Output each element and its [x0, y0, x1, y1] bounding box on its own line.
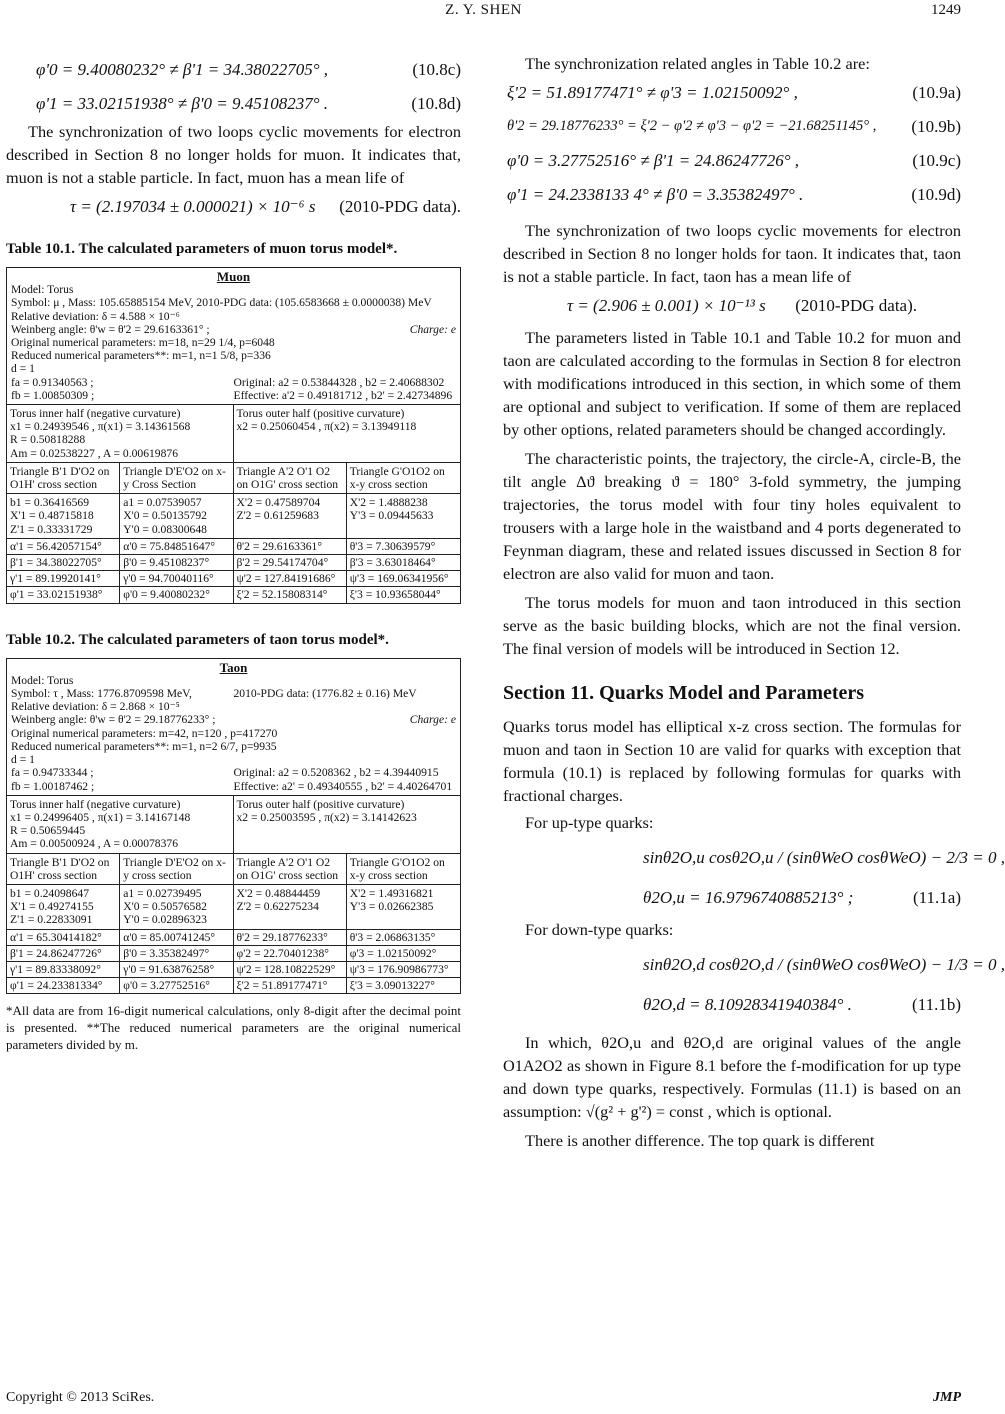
- table-footnote: *All data are from 16-digit numerical calculations, only 8-digit after the decimal point is presented. **The reduced numerical parameters are the original numerical parameters divided by m.: [6, 1003, 461, 1053]
- paragraph: The parameters listed in Table 10.1 and Table 10.2 for muon and taon are calculated according to the formulas in Section 8 for electron with modifications introduced in this section, in which some of them are optional and subject to verification. If some of them are replaced by other options, related parameters should be changed accordingly.: [503, 328, 961, 439]
- paragraph: Quarks torus model has elliptical x-z cross section. The formulas for muon and taon in Section 10 are valid for quarks with exception that formula (10.1) is replaced by following formulas for quarks with fractional charges.: [503, 717, 961, 805]
- running-title: Z. Y. SHEN: [445, 2, 522, 18]
- paragraph: The torus models for muon and taon introduced in this section serve as the basic building blocks, which are not the final version. The final version of models will be introduced in Section 12.: [503, 593, 961, 658]
- equation-up-ratio: sinθ2O,u cosθ2O,u / (sinθWeO cosθWeO) − 2/3 = 0 ,: [643, 848, 1005, 867]
- paragraph: In which, θ2O,u and θ2O,d are original values of the angle O1A2O2 as shown in Figure 8.1 before the f-modification for up type and down type quarks, respectively. Formulas (11.1) is based on an assumption: √(g² + g'²) = const , which is optional.: [503, 1033, 961, 1121]
- equation-10-9b: θ'2 = 29.18776233° = ξ'2 − φ'2 ≠ φ'3 − φ'2 = −21.68251145° , (10.9b): [507, 117, 961, 136]
- paragraph: The synchronization of two loops cyclic movements for electron described in Section 8 no longer holds for taon. It indicates that, taon is not a stable particle. In fact, taon has a mean life of: [503, 221, 961, 286]
- equation-11-1b: θ2O,d = 8.10928341940384° . (11.1b): [643, 995, 961, 1014]
- equation-11-1a: θ2O,u = 16.9796740885213° ; (11.1a): [643, 888, 961, 907]
- equation-10-9d: φ'1 = 24.2338133 4° ≠ β'0 = 3.35382497° . (10.9d): [507, 185, 961, 204]
- equation-10-9c: φ'0 = 3.27752516° ≠ β'1 = 24.86247726° , (10.9c): [507, 151, 961, 170]
- paragraph: The characteristic points, the trajectory, the circle-A, circle-B, the tilt angle Δϑ breaking ϑ = 180° 3-fold symmetry, the jumping trajectories, the torus model with four tiny holes equivalent to trousers with a large hole in the waistband and 4 ports degenerated to Feynman diagram, these and related issues discussed in Section 8 for electron are also valid for muon and taon.: [503, 449, 961, 583]
- right-column: [503, 52, 1005, 1152]
- copyright: Copyright © 2013 SciRes.: [6, 1390, 155, 1405]
- equation-10-8d: φ'1 = 33.02151938° ≠ β'0 = 9.45108237° . (10.8d): [36, 94, 461, 113]
- page-footer: [6, 1390, 961, 1406]
- left-column: [6, 52, 461, 1053]
- up-type-label: For up-type quarks:: [525, 813, 654, 832]
- equation-10-8c: φ'0 = 9.40080232° ≠ β'1 = 34.38022705° , (10.8c): [36, 60, 461, 79]
- equation-10-9a: ξ'2 = 51.89177471° ≠ φ'3 = 1.02150092° , (10.9a): [507, 83, 961, 102]
- section-title: Section 11. Quarks Model and Parameters: [503, 682, 865, 704]
- paragraph: There is another difference. The top quark is different: [525, 1131, 875, 1150]
- equation-taon-life: τ = (2.906 ± 0.001) × 10⁻¹³ s (2010-PDG data).: [567, 296, 917, 315]
- equation-down-ratio: sinθ2O,d cosθ2O,d / (sinθWeO cosθWeO) − 1/3 = 0 ,: [643, 955, 1005, 974]
- table-caption: Table 10.2. The calculated parameters of taon torus model*.: [6, 631, 389, 648]
- table-title: Taon: [219, 659, 248, 675]
- down-type-label: For down-type quarks:: [525, 920, 674, 939]
- page-header: [0, 0, 967, 26]
- taon-table: Taon Model: Torus Symbol: τ , Mass: 1776.8709598 MeV, 2010-PDG data: (1776.82 ± 0.16) MeV Relative deviation: δ = 2.868 × 10⁻⁵ Weinberg angle: θ'w = θ'2 = 29.18776233° ; Charge: e Original numerical parameters: m=42, n=120 , p=417270 Reduced numerical parameters**: m=1, n=2 6/7, p=9935 d = 1 fa = 0.94733344 ; Original: a2 = 0.5208362 , b2 = 4.39440915 fb = 1.00187462 ; Effective: a2' = 0.49340555 , b2' = 4.40264701 Torus inner half (negative curvature) x1 = 0.24996405 , π(x1) = 3.14167148 R = 0.50659445 Am = 0.00500924 , A = 0.00078376 Torus outer half (positive curvature) x2 = 0.25003595 , π(x2) = 3.14142623 Triangle B'1 D'O2 on O1H' cross section Triangle D'E'O2 on x-y cross section Triangle A'2 O'1 O2 on O1G' cross section Triangle G'O1O2 on x-y cross section b1 = 0.24098647 X'1 = 0.49274155 Z'1 = 0.22833091 a1 = 0.02739495 X'0 = 0.50576582 Y'0 = 0.02896323 X'2 = 0.48844459 Z'2 = 0.62275234 X'2 = 1.49316821 Y'3 = 0.02662385 α'1 = 65.30414182° α'0 = 85.00741245° θ'2 = 29.18776233° θ'3 = 2.06863135° β'1 = 24.86247726° β'0 = 3.35382497° φ'2 = 22.70401238° φ'3 = 1.02150092° γ'1 = 89.83338092° γ'0 = 91.63876258° ψ'2 = 128.10822529° ψ'3 = 176.90986773° φ'1 = 24.23381334° φ'0 = 3.27752516° ξ'2 = 51.89177471° ξ'3 = 3.09013227°: [6, 658, 461, 995]
- paragraph: The synchronization of two loops cyclic movements for electron described in Section 8 no longer holds for muon. It indicates that, muon is not a stable particle. In fact, muon has a mean life of: [6, 122, 461, 187]
- page-number: 1249: [931, 2, 961, 18]
- equation-muon-life: τ = (2.197034 ± 0.000021) × 10⁻⁶ s (2010-PDG data).: [70, 197, 461, 216]
- table-caption: Table 10.1. The calculated parameters of muon torus model*.: [6, 241, 398, 257]
- table-title: Muon: [216, 269, 251, 284]
- muon-table: Muon Model: Torus Symbol: μ , Mass: 105.65885154 MeV, 2010-PDG data: (105.6583668 ± 0.0000038) MeV Relative deviation: δ = 4.588 × 10⁻⁶ Weinberg angle: θ'w = θ'2 = 29.6163361° ; Charge: e Original numerical parameters: m=18, n=29 1/4, p=6048 Reduced numerical parameters**: m=1, n=1 5/8, p=336 d = 1 fa = 0.91340563 ; Original: a2 = 0.53844328 , b2 = 2.40688302 fb = 1.00850309 ; Effective: a'2 = 0.49181712 , b2' = 2.42734896 Torus inner half (negative curvature) x1 = 0.24939546 , π(x1) = 3.14361568 R = 0.50818288 Am = 0.02538227 , A = 0.00619876 Torus outer half (positive curvature) x2 = 0.25060454 , π(x2) = 3.13949118 Triangle B'1 D'O2 on O1H' cross section Triangle D'E'O2 on x-y Cross Section Triangle A'2 O'1 O2 on O1G' cross section Triangle G'O1O2 on x-y cross section b1 = 0.36416569 X'1 = 0.48715818 Z'1 = 0.33331729 a1 = 0.07539057 X'0 = 0.50135792 Y'0 = 0.08300648 X'2 = 0.47589704 Z'2 = 0.61259683 X'2 = 1.4888238 Y'3 = 0.09445633 α'1 = 56.42057154° α'0 = 75.84851647° θ'2 = 29.6163361° θ'3 = 7.30639579° β'1 = 34.38022705° β'0 = 9.45108237° β'2 = 29.54174704° β'3 = 3.63018464° γ'1 = 89.19920141° γ'0 = 94.70040116° ψ'2 = 127.84191686° ψ'3 = 169.06341956° φ'1 = 33.02151938° φ'0 = 9.40080232° ξ'2 = 52.15808314° ξ'3 = 10.93658044°: [6, 267, 461, 604]
- journal-name: JMP: [933, 1390, 961, 1405]
- paragraph: The synchronization related angles in Table 10.2 are:: [525, 54, 870, 73]
